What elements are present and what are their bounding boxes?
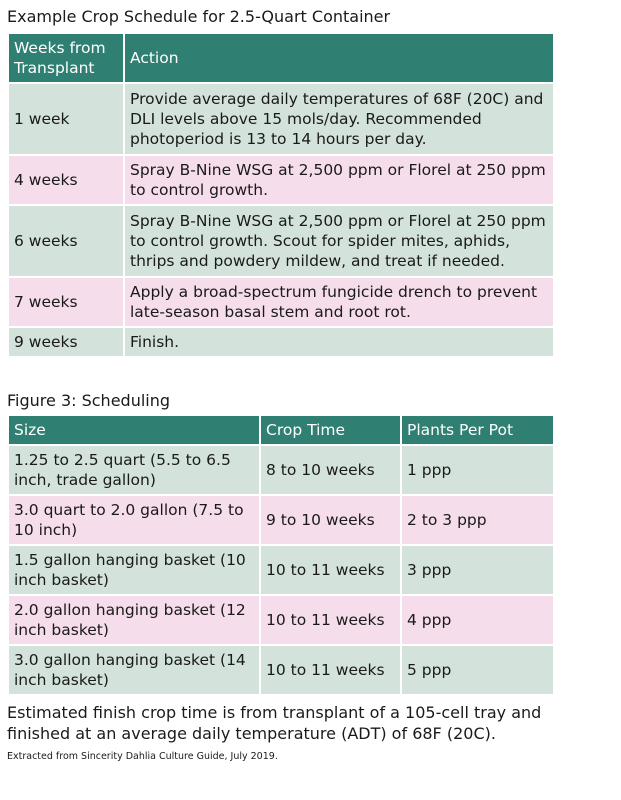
header-plants-per-pot: Plants Per Pot (401, 415, 554, 445)
action-cell: Apply a broad-spectrum fungicide drench to prevent late-season basal stem and root rot. (124, 277, 554, 327)
table-row (8, 155, 554, 205)
table-row (8, 327, 554, 357)
size-cell: 1.5 gallon hanging basket (10 inch basket) (8, 545, 260, 595)
action-cell: Provide average daily temperatures of 68F (20C) and DLI levels above 15 mols/day. Recommended photoperiod is 13 to 14 hours per day. (124, 83, 554, 155)
finish-time-note: Estimated finish crop time is from transplant of a 105-cell tray and finished at an average daily temperature (ADT) of 68F (20C). (7, 703, 542, 743)
schedule-title: Example Crop Schedule for 2.5-Quart Container (7, 7, 391, 26)
size-cell: 2.0 gallon hanging basket (12 inch basket) (8, 595, 260, 645)
plants-cell: 3 ppp (401, 545, 554, 595)
plants-cell: 2 to 3 ppp (401, 495, 554, 545)
week-cell: 9 weeks (8, 327, 124, 357)
size-cell: 3.0 quart to 2.0 gallon (7.5 to 10 inch) (8, 495, 260, 545)
week-cell: 4 weeks (8, 155, 124, 205)
table-row (8, 645, 554, 695)
header-size: Size (8, 415, 260, 445)
plants-cell: 4 ppp (401, 595, 554, 645)
action-cell: Finish. (124, 327, 554, 357)
table-row (8, 445, 554, 495)
action-cell: Spray B-Nine WSG at 2,500 ppm or Florel at 250 ppm to control growth. Scout for spider mites, aphids, thrips and powdery mildew, and treat if needed. (124, 205, 554, 277)
table-row (8, 595, 554, 645)
week-cell: 6 weeks (8, 205, 124, 277)
table-row (8, 545, 554, 595)
table-row (8, 277, 554, 327)
crop-time-cell: 10 to 11 weeks (260, 545, 401, 595)
crop-time-cell: 10 to 11 weeks (260, 595, 401, 645)
header-action: Action (124, 33, 554, 83)
plants-cell: 5 ppp (401, 645, 554, 695)
action-cell: Spray B-Nine WSG at 2,500 ppm or Florel at 250 ppm to control growth. (124, 155, 554, 205)
scheduling-table (7, 414, 555, 696)
size-cell: 1.25 to 2.5 quart (5.5 to 6.5 inch, trade gallon) (8, 445, 260, 495)
crop-schedule-table (7, 32, 555, 358)
source-credit: Extracted from Sincerity Dahlia Culture Guide, July 2019. (7, 751, 278, 762)
week-cell: 7 weeks (8, 277, 124, 327)
crop-time-cell: 9 to 10 weeks (260, 495, 401, 545)
table-row (8, 205, 554, 277)
size-cell: 3.0 gallon hanging basket (14 inch basket) (8, 645, 260, 695)
scheduling-title: Figure 3: Scheduling (7, 391, 171, 410)
header-weeks: Weeks from Transplant (8, 33, 124, 83)
crop-time-cell: 10 to 11 weeks (260, 645, 401, 695)
plants-cell: 1 ppp (401, 445, 554, 495)
week-cell: 1 week (8, 83, 124, 155)
header-crop-time: Crop Time (260, 415, 401, 445)
table-row (8, 495, 554, 545)
crop-time-cell: 8 to 10 weeks (260, 445, 401, 495)
table-row (8, 83, 554, 155)
